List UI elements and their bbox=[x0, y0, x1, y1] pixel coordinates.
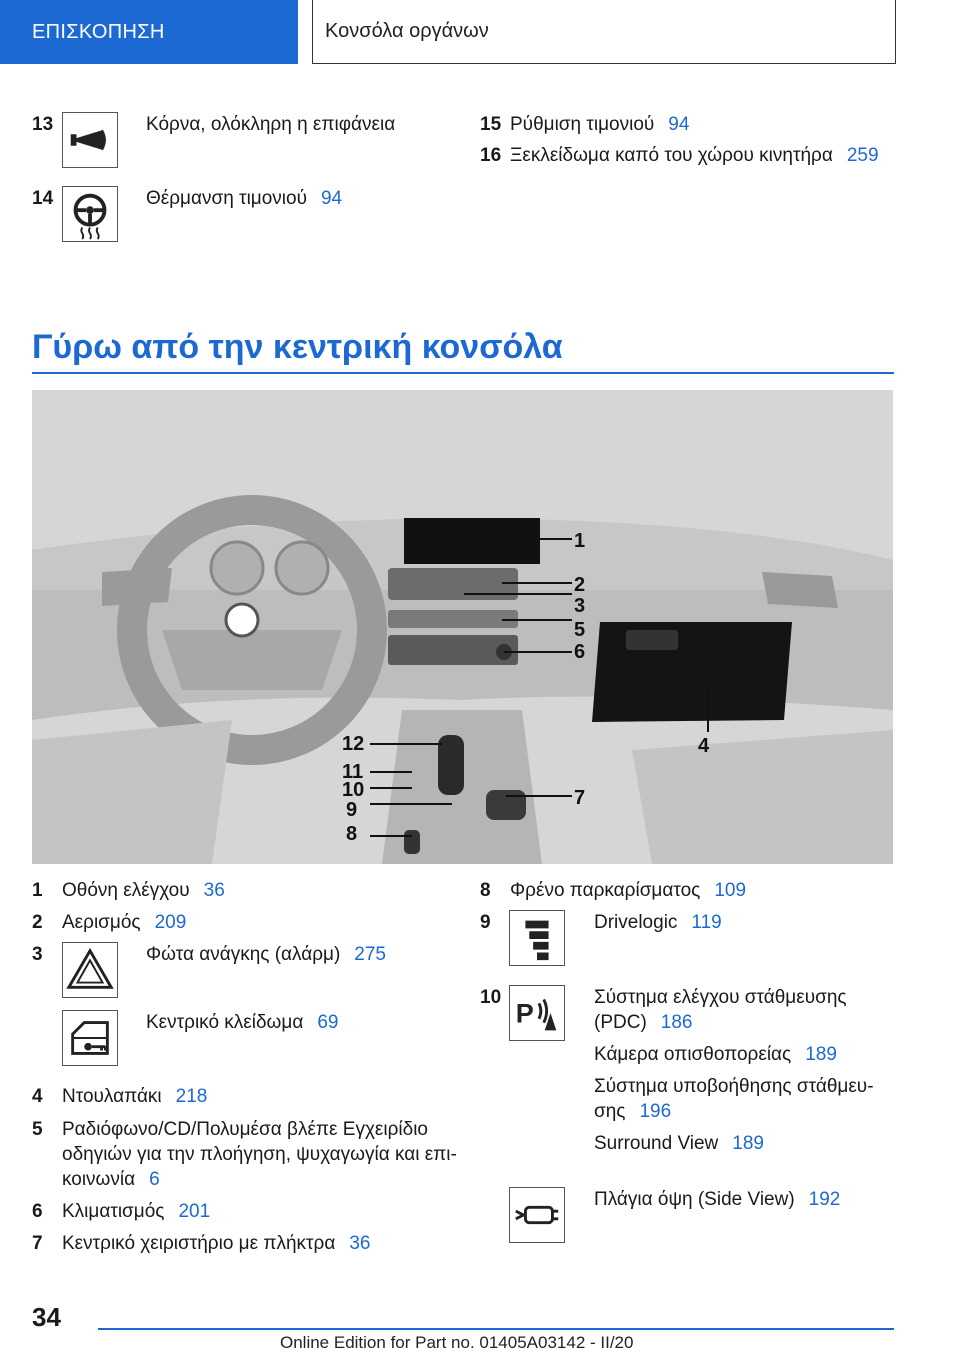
item-text: Θέρμανση τιμονιού 94 bbox=[146, 188, 343, 209]
item-number: 4 bbox=[32, 1086, 43, 1107]
item-text: Ξεκλείδωμα καπό του χώρου κινητήρα 259 bbox=[510, 145, 879, 166]
item-number: 14 bbox=[32, 188, 54, 209]
side-view-icon bbox=[509, 1187, 565, 1243]
item-number: 16 bbox=[480, 145, 502, 166]
item-number: 8 bbox=[480, 880, 491, 901]
item-text: Φώτα ανάγκης (αλάρμ) 275 bbox=[146, 944, 386, 965]
item-text: Κεντρικό κλείδωμα 69 bbox=[146, 1012, 339, 1033]
callout-label: 11 bbox=[342, 761, 364, 783]
item-number: 6 bbox=[32, 1201, 43, 1222]
page-link[interactable]: 36 bbox=[203, 880, 225, 901]
page-link[interactable]: 94 bbox=[668, 114, 690, 135]
item-text: (PDC) 186 bbox=[594, 1012, 693, 1033]
item-number: 1 bbox=[32, 880, 43, 901]
callout-label: 8 bbox=[346, 823, 358, 845]
footer-edition: Online Edition for Part no. 01405A03142 - II/20 bbox=[280, 1333, 634, 1352]
item-number: 10 bbox=[480, 987, 502, 1008]
horn-icon bbox=[62, 112, 118, 168]
item-text: Κάμερα οπισθοπορείας 189 bbox=[594, 1044, 837, 1065]
item-text: Αερισμός 209 bbox=[62, 912, 187, 933]
item-text: οδηγιών για την πλοήγηση, ψυχαγωγία και επι- bbox=[62, 1144, 457, 1165]
page-link[interactable]: 218 bbox=[175, 1086, 208, 1107]
item-text: Ντουλαπάκι 218 bbox=[62, 1086, 208, 1107]
item-text: Κεντρικό χειριστήριο με πλήκτρα 36 bbox=[62, 1233, 371, 1254]
chapter-title: Κονσόλα οργάνων bbox=[312, 0, 896, 64]
callout-label: 6 bbox=[574, 641, 586, 663]
callout-label: 3 bbox=[574, 595, 586, 617]
callout-label: 2 bbox=[574, 574, 586, 596]
page-link[interactable]: 189 bbox=[732, 1133, 764, 1154]
item-text: Φρένο παρκαρίσματος 109 bbox=[510, 880, 747, 901]
item-number: 7 bbox=[32, 1233, 43, 1254]
page-link[interactable]: 6 bbox=[149, 1169, 160, 1190]
page-link[interactable]: 109 bbox=[714, 880, 747, 901]
section-divider bbox=[32, 372, 894, 374]
page-link[interactable]: 201 bbox=[178, 1201, 211, 1222]
callout-label: 9 bbox=[346, 799, 358, 821]
item-text: Ρύθμιση τιμονιού 94 bbox=[510, 114, 690, 135]
page-link[interactable]: 189 bbox=[805, 1044, 837, 1065]
callout-label: 4 bbox=[698, 735, 710, 757]
callout-label: 5 bbox=[574, 619, 586, 641]
dashboard-illustration bbox=[32, 390, 893, 864]
section-tab: ΕΠΙΣΚΟΠΗΣΗ bbox=[0, 0, 298, 64]
svg-text:P: P bbox=[515, 998, 534, 1029]
item-text: Surround View 189 bbox=[594, 1133, 764, 1154]
footer-divider bbox=[98, 1328, 894, 1330]
page-link[interactable]: 209 bbox=[154, 912, 187, 933]
item-number: 5 bbox=[32, 1119, 43, 1140]
item-text: κοινωνία 6 bbox=[62, 1169, 160, 1190]
item-number: 2 bbox=[32, 912, 43, 933]
section-heading: Γύρω από την κεντρική κονσόλα bbox=[32, 328, 563, 366]
callout-label: 12 bbox=[342, 733, 365, 755]
item-text: Πλάγια όψη (Side View) 192 bbox=[594, 1189, 841, 1210]
page-link[interactable]: 69 bbox=[317, 1012, 339, 1033]
page-link[interactable]: 196 bbox=[639, 1101, 672, 1122]
page-number: 34 bbox=[32, 1302, 61, 1332]
page-link[interactable]: 119 bbox=[691, 912, 722, 933]
item-text: Σύστημα ελέγχου στάθμευσης bbox=[594, 987, 847, 1008]
callout-label: 7 bbox=[574, 787, 586, 809]
item-text: Οθόνη ελέγχου 36 bbox=[62, 880, 225, 901]
item-number: 15 bbox=[480, 114, 502, 135]
hazard-triangle-icon bbox=[62, 942, 118, 998]
page-link[interactable]: 275 bbox=[354, 944, 386, 965]
page-link[interactable]: 192 bbox=[808, 1189, 841, 1210]
park-distance-icon bbox=[509, 985, 565, 1041]
page-link[interactable]: 186 bbox=[660, 1012, 693, 1033]
steering-heating-icon bbox=[62, 186, 118, 242]
page-link[interactable]: 36 bbox=[349, 1233, 371, 1254]
page-link[interactable]: 94 bbox=[320, 188, 343, 209]
item-number: 3 bbox=[32, 944, 43, 965]
item-number: 9 bbox=[480, 912, 491, 933]
item-text: Κόρνα, ολόκληρη η επιφάνεια bbox=[146, 114, 396, 135]
page-link[interactable]: 259 bbox=[846, 145, 879, 166]
item-text: Κλιματισμός 201 bbox=[62, 1201, 211, 1222]
callout-label: 1 bbox=[574, 530, 586, 552]
drivelogic-icon bbox=[509, 910, 565, 966]
central-lock-icon bbox=[62, 1010, 118, 1066]
item-text: Drivelogic 119 bbox=[594, 912, 722, 933]
item-text: σης 196 bbox=[594, 1101, 672, 1122]
item-text: Σύστημα υποβοήθησης στάθμευ- bbox=[594, 1076, 874, 1097]
item-text: Ραδιόφωνο/CD/Πολυμέσα βλέπε Εγχειρίδιο bbox=[62, 1119, 429, 1140]
callout-label: 10 bbox=[342, 779, 365, 801]
item-number: 13 bbox=[32, 114, 54, 135]
